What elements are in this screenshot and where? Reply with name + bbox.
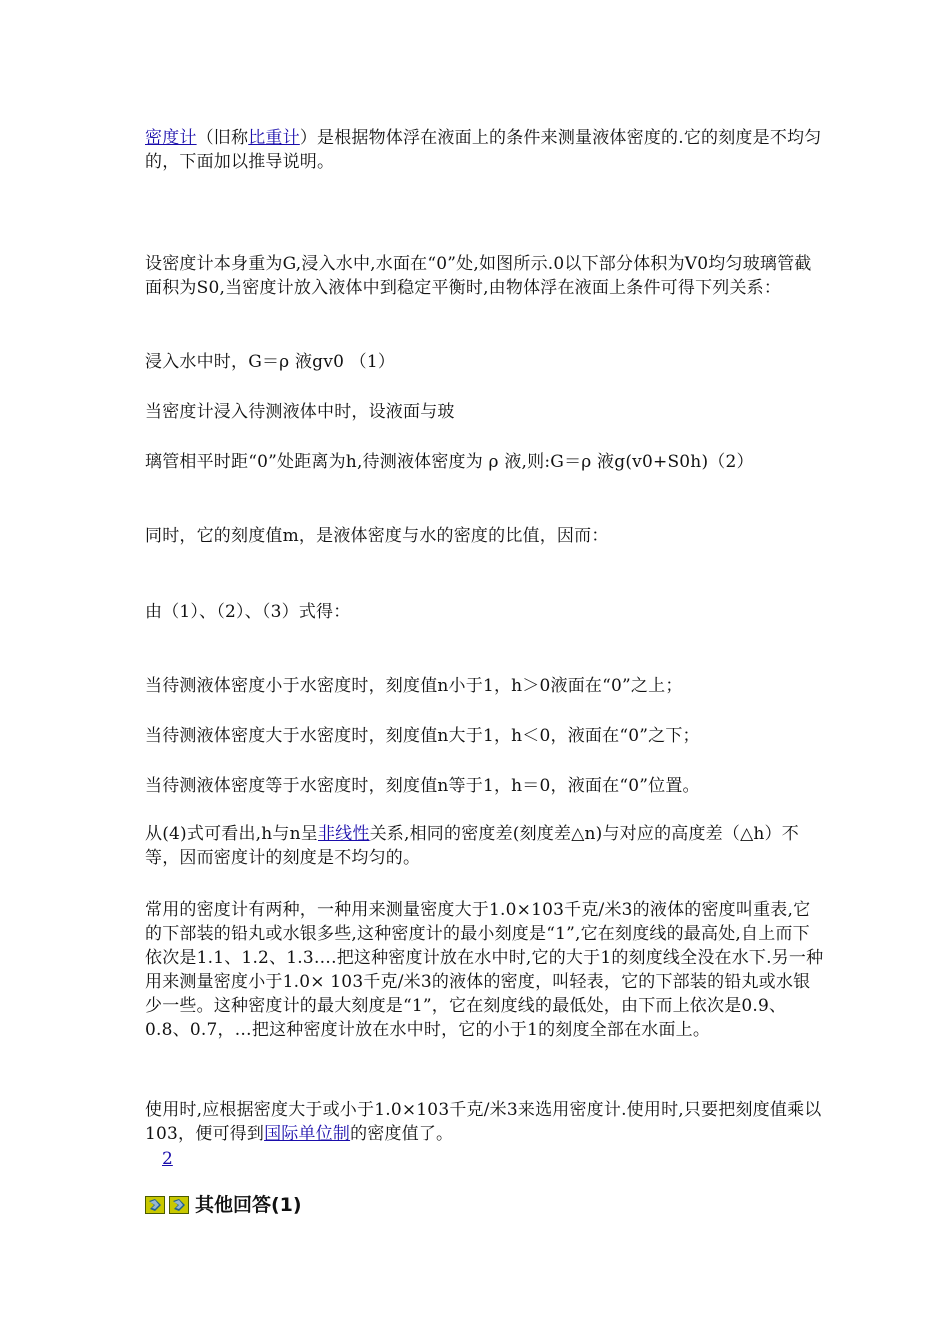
usage-text-2: 的密度值了。 [350,1124,454,1144]
types-paragraph: 常用的密度计有两种，一种用来测量密度大于1.0×103千克/米3的液体的密度叫重表,它的下部装的铅丸或水银多些,这种密度计的最小刻度是“1”,它在刻度线的最高处,自上而下依次是1.1、1.2、1.3….把这种密度计放在水中时,它的大于1的刻度线全没在水下.另一种用来测量密度小于1.0× 103千克/米3的液体的密度，叫轻表，它的下部装的铅丸或水银少一些。这种密度计的最大刻度是“1”，它在刻度线的最低处，由下而上依次是0.9、 0.8、0.7，…把这种密度计放在水中时，它的小于1的刻度全部在水面上。 [145,900,824,1040]
derivation-paragraph: 由（1）、（2）、（3）式得： [145,602,351,622]
case-equal-paragraph: 当待测液体密度等于水密度时，刻度值n等于1，h＝0，液面在“0”位置。 [145,776,700,796]
ratio-paragraph: 同时，它的刻度值m，是液体密度与水的密度的比值，因而： [145,526,609,546]
nonlinear-paragraph [145,822,825,870]
link-si-units[interactable]: 国际单位制 [264,1124,351,1144]
usage-text-1: 使用时,应根据密度大于或小于1.0×103千克/米3来选用密度计.使用时,只要把刻度值乘以103，便可得到 [145,1100,822,1144]
other-answers-header [145,1192,302,1218]
page-number-link[interactable]: 2 [162,1149,173,1169]
equation-1-paragraph: 浸入水中时，G＝ρ 液gv0 （1） [145,352,396,372]
case-less-paragraph: 当待测液体密度小于水密度时，刻度值n小于1，h＞0液面在“0”之上； [145,676,683,696]
nonlinear-text-2: 关系,相同的密度差(刻度差△n)与对应的高度差（△h）不等，因而密度计的刻度是不均匀的。 [145,824,799,868]
equation-2-paragraph: 璃管相平时距“0”处距离为h,待测液体密度为 ρ 液,则:G＝ρ 液g(v0+S0h)（2） [145,452,754,472]
usage-paragraph [145,1098,825,1146]
link-specific-gravity-meter[interactable]: 比重计 [248,128,300,148]
intro-text-1: （旧称 [196,128,249,148]
link-hydrometer[interactable]: 密度计 [145,128,197,148]
bullet-icon [169,1196,189,1214]
intro-paragraph [145,126,825,174]
liquid-immersion-paragraph: 当密度计浸入待测液体中时，设液面与玻 [145,402,455,422]
nonlinear-text-1: 从(4)式可看出,h与n呈 [145,824,318,844]
case-greater-paragraph: 当待测液体密度大于水密度时，刻度值n大于1，h＜0，液面在“0”之下； [145,726,700,746]
intro-text-2: ）是根据物体浮在液面上的条件来测量液体密度的.它的刻度是不均匀的，下面加以推导说明。 [145,128,822,172]
other-answers-title: 其他回答(1) [195,1194,302,1216]
setup-paragraph: 设密度计本身重为G,浸入水中,水面在“0”处,如图所示.0以下部分体积为V0均匀玻璃管截面积为S0,当密度计放入液体中到稳定平衡时,由物体浮在液面上条件可得下列关系： [145,254,812,298]
bullet-icon [145,1196,165,1214]
link-nonlinear[interactable]: 非线性 [317,824,370,844]
